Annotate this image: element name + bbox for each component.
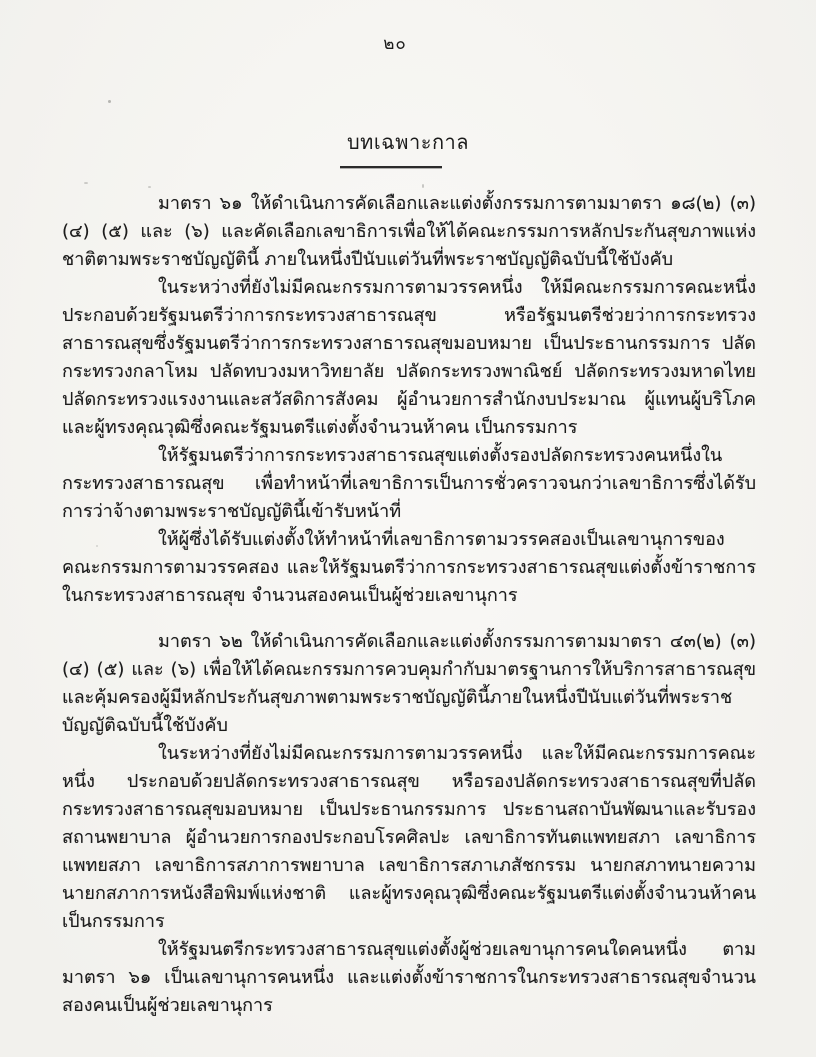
page-number: ๒๐: [383, 34, 407, 54]
scan-speck: [96, 545, 98, 547]
section-62-paragraph-1: มาตรา ๖๒ ให้ดำเนินการคัดเลือกและแต่งตั้งกรรมการตามมาตรา ๔๓(๒) (๓) (๔) (๕) และ (๖) เพื่อให้ได้คณะกรรมการควบคุมกำกับมาตรฐานการให้บริการสาธารณสุขและคุ้มครองผู้มีหลักประกันสุขภาพตามพระราชบัญญัตินี้ภายในหนึ่งปีนับแต่วันที่พระราชบัญญัติฉบับนี้ใช้บังคับ: [62, 631, 756, 736]
section-62: [62, 628, 756, 1020]
section-62-paragraph-3: ให้รัฐมนตรีกระทรวงสาธารณสุขแต่งตั้งผู้ช่วยเลขานุการคนใดคนหนึ่ง ตามมาตรา ๖๑ เป็นเลขานุการคนหนึ่ง และแต่งตั้งข้าราชการในกระทรวงสาธารณสุขจำนวนสองคนเป็นผู้ช่วยเลขานุการ: [62, 939, 756, 1016]
section-61-paragraph-4: ให้ผู้ซึ่งได้รับแต่งตั้งให้ทำหน้าที่เลขาธิการตามวรรคสองเป็นเลขานุการของคณะกรรมการตามวรรคสอง และให้รัฐมนตรีว่าการกระทรวงสาธารณสุขแต่งตั้งข้าราชการในกระทรวงสาธารณสุข จำนวนสองคนเป็นผู้ช่วยเลขานุการ: [62, 529, 756, 606]
scan-speck: [84, 182, 88, 184]
section-61-paragraph-1: มาตรา ๖๑ ให้ดำเนินการคัดเลือกและแต่งตั้งกรรมการตามมาตรา ๑๘(๒) (๓) (๔) (๕) และ (๖) และคัดเลือกเลขาธิการเพื่อให้ได้คณะกรรมการหลักประกันสุขภาพแห่งชาติตามพระราชบัญญัตินี้ ภายในหนึ่งปีนับแต่วันที่พระราชบัญญัติฉบับนี้ใช้บังคับ: [62, 193, 756, 270]
scan-speck: [422, 184, 424, 188]
section-61-paragraph-3: ให้รัฐมนตรีว่าการกระทรวงสาธารณสุขแต่งตั้งรองปลัดกระทรวงคนหนึ่งในกระทรวงสาธารณสุข เพื่อทำหน้าที่เลขาธิการเป็นการชั่วคราวจนกว่าเลขาธิการซึ่งได้รับการว่าจ้างตามพระราชบัญญัตินี้เข้ารับหน้าที่: [62, 445, 756, 522]
section-61: [62, 190, 756, 610]
scan-speck: [108, 100, 111, 103]
scan-speck: [148, 186, 151, 188]
section-62-paragraph-2: ในระหว่างที่ยังไม่มีคณะกรรมการตามวรรคหนึ่ง และให้มีคณะกรรมการคณะหนึ่ง ประกอบด้วยปลัดกระทรวงสาธารณสุข หรือรองปลัดกระทรวงสาธารณสุขที่ปลัดกระทรวงสาธารณสุขมอบหมาย เป็นประธานกรรมการ ประธานสถาบันพัฒนาและรับรองสถานพยาบาล ผู้อำนวยการกองประกอบโรคศิลปะ เลขาธิการทันตแพทยสภา เลขาธิการแพทยสภา เลขาธิการสภาการพยาบาล เลขาธิการสภาเภสัชกรรม นายกสภาทนายความ นายกสภาการหนังสือพิมพ์แห่งชาติ และผู้ทรงคุณวุฒิซึ่งคณะรัฐมนตรีแต่งตั้งจำนวนห้าคน เป็นกรรมการ: [62, 743, 756, 932]
heading-underline: [340, 166, 442, 168]
section-61-paragraph-2: ในระหว่างที่ยังไม่มีคณะกรรมการตามวรรคหนึ่ง ให้มีคณะกรรมการคณะหนึ่ง ประกอบด้วยรัฐมนตรีว่าการกระทรวงสาธารณสุข หรือรัฐมนตรีช่วยว่าการกระทรวงสาธารณสุขซึ่งรัฐมนตรีว่าการกระทรวงสาธารณสุขมอบหมาย เป็นประธานกรรมการ ปลัดกระทรวงกลาโหม ปลัดทบวงมหาวิทยาลัย ปลัดกระทรวงพาณิชย์ ปลัดกระทรวงมหาดไทย ปลัดกระทรวงแรงงานและสวัสดิการสังคม ผู้อำนวยการสำนักงบประมาณ ผู้แทนผู้บริโภค และผู้ทรงคุณวุฒิซึ่งคณะรัฐมนตรีแต่งตั้งจำนวนห้าคน เป็นกรรมการ: [62, 277, 756, 438]
document-heading: บทเฉพาะกาล: [346, 130, 470, 154]
document-body: [62, 190, 756, 1020]
